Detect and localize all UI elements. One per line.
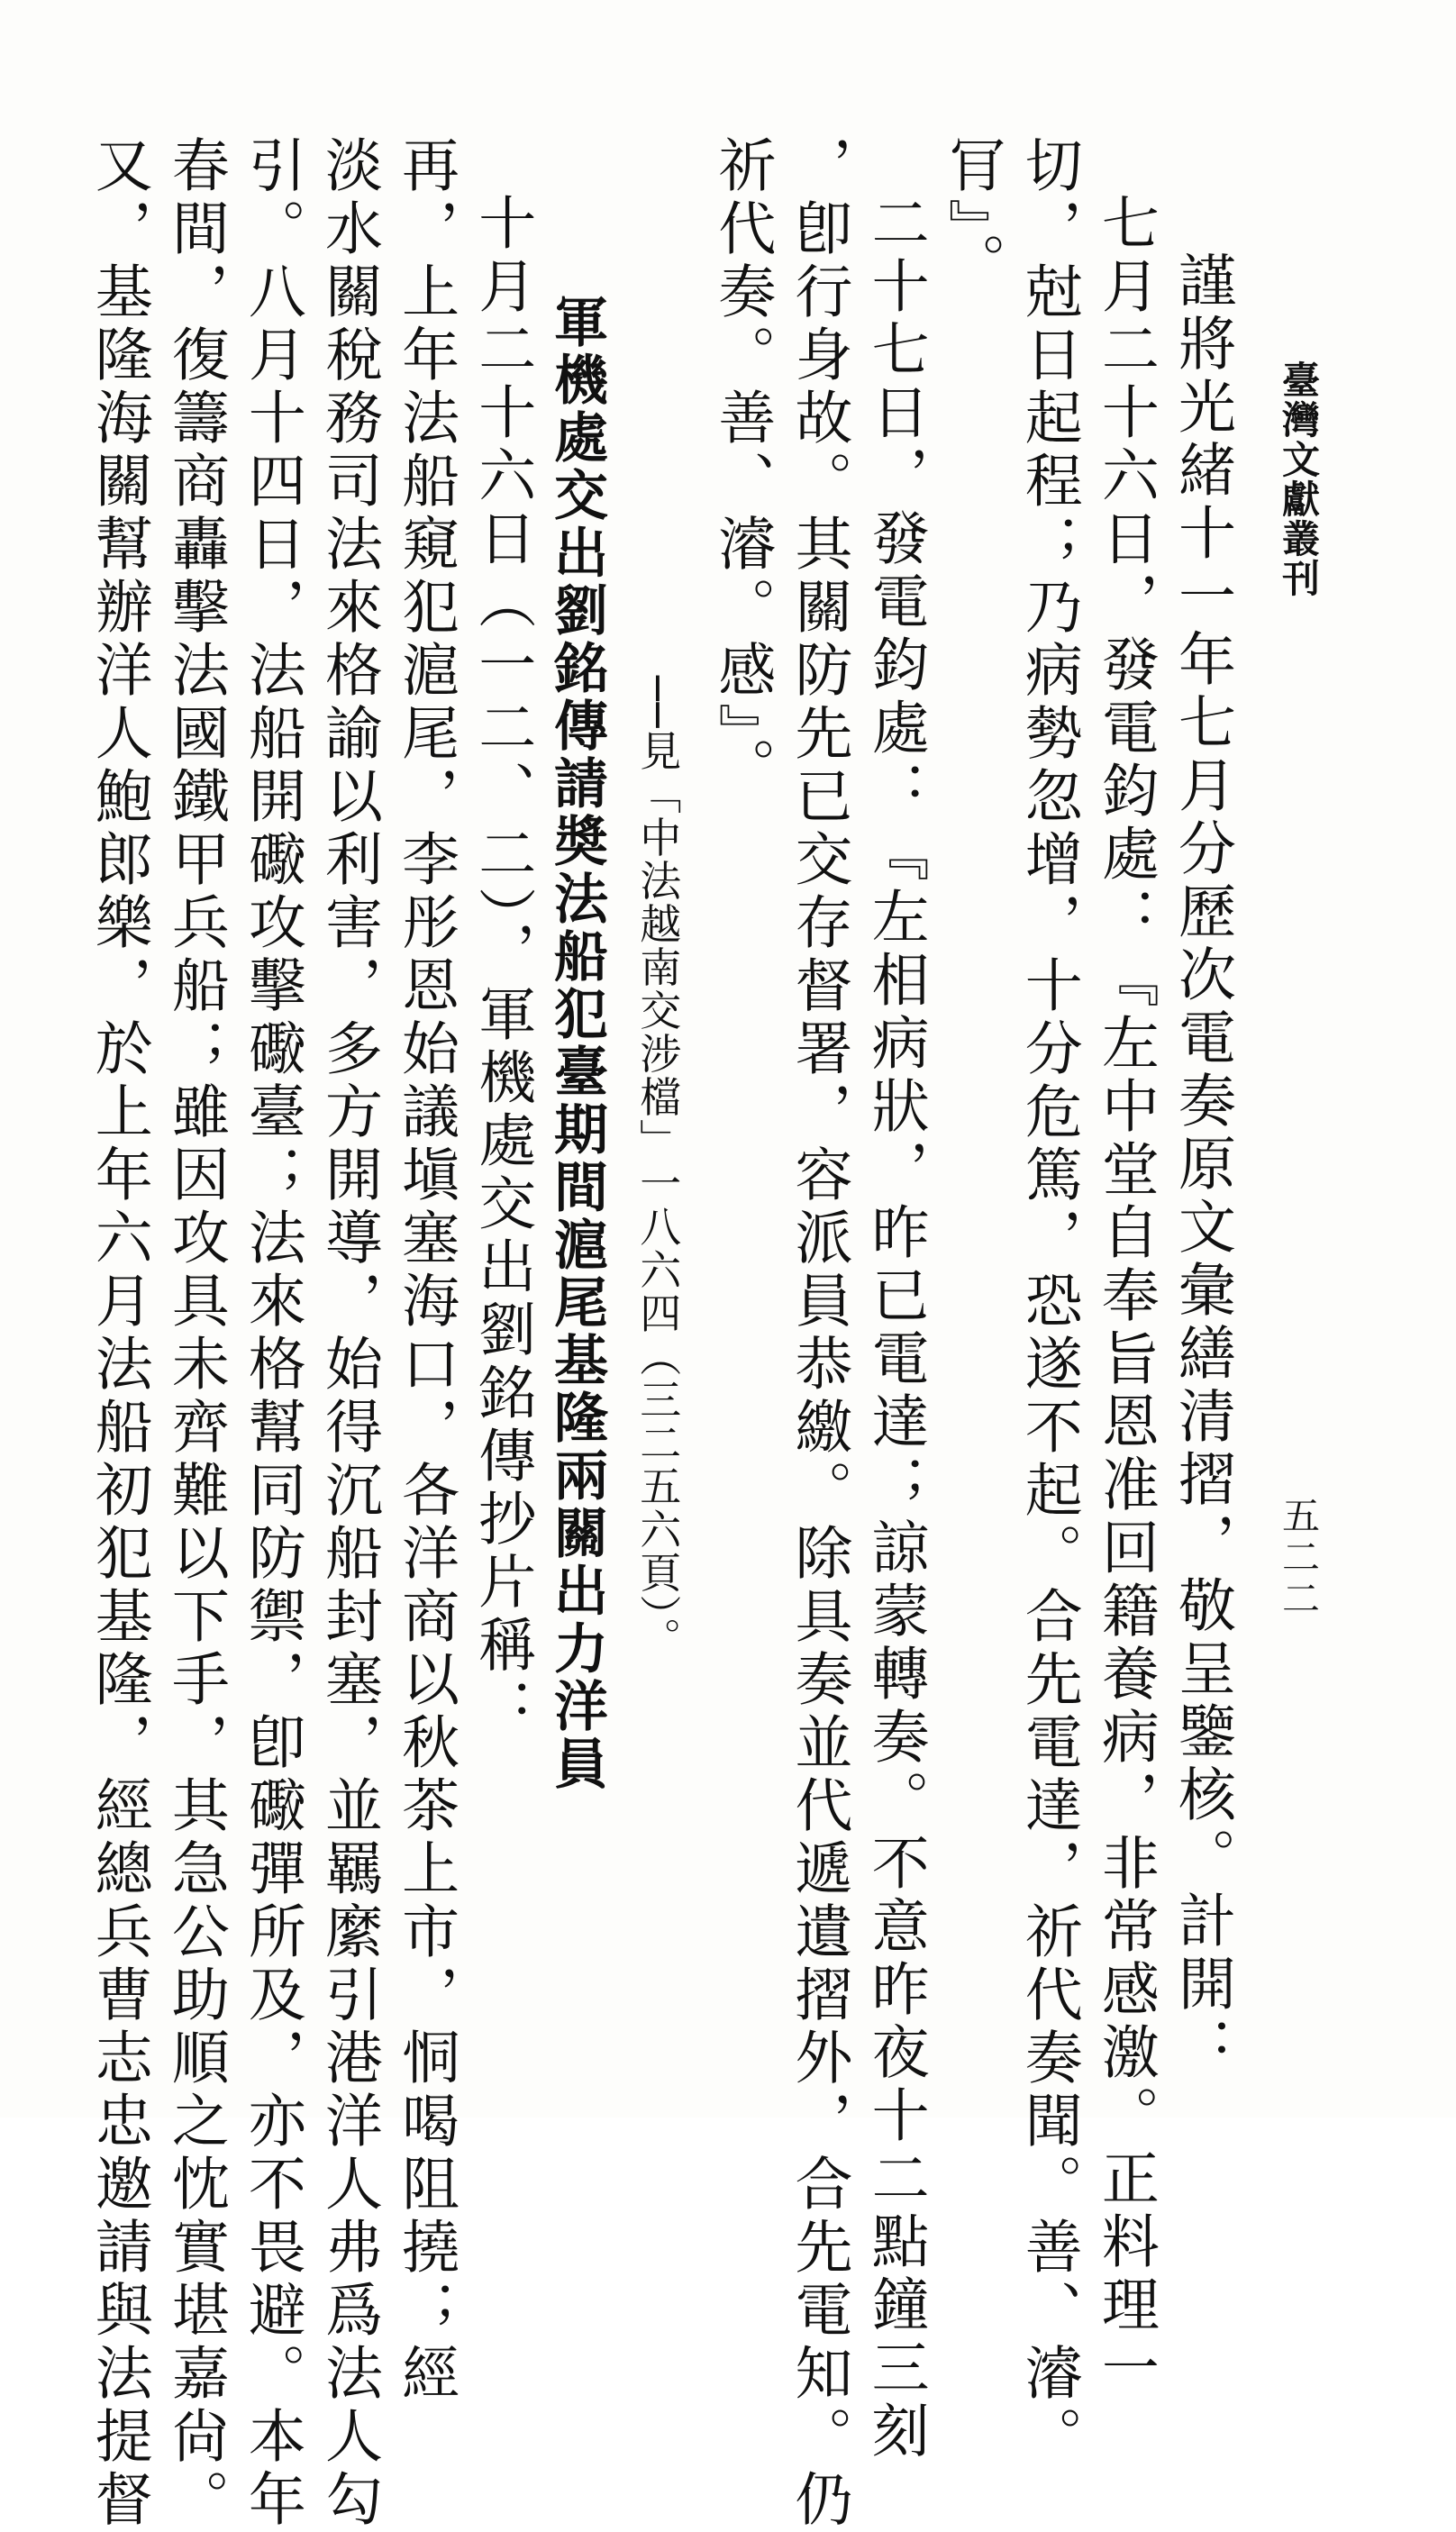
section-heading: 軍機處交出劉銘傳請奬法船犯臺期間滬尾基隆兩關出力洋員 (545, 294, 609, 1793)
text-column: 七月二十六日，發電鈞處：『左中堂自奉旨恩准回籍養病，非常感激。正料理一 (1091, 193, 1159, 2400)
text-column: 謹將光緒十一年七月分歷次電奏原文彙繕清摺，敬呈鑒核。計開： (1169, 250, 1235, 2080)
text-column: 祈代奏。善、濬。感』。 (708, 135, 776, 800)
page-number: 五二二 (1277, 1496, 1321, 1620)
text-column: 引。八月十四日，法船開礮攻擊礮臺；法來格幫同防禦，卽礮彈所及，亦不畏避。本年 (238, 135, 305, 2532)
text-column: 春間，復籌商轟擊法國鐵甲兵船；雖因攻具未齊難以下手，其急公助順之忱實堪嘉尙。 (161, 135, 229, 2532)
text-column: 淡水關稅務司法來格諭以利害，多方開導，始得沉船封塞，並羈縻引港洋人弗爲法人勾 (315, 135, 383, 2532)
text-column: 肎』。 (938, 135, 1006, 296)
text-column: 又，基隆海關幫辦洋人鮑郎樂，於上年六月法船初犯基隆，經總兵曹志忠邀請與法提督 (85, 135, 152, 2532)
vertical-text-body (80, 135, 1240, 2532)
text-column: 再，上年法船窺犯滬尾，李彤恩始議塡塞海口，各洋商以秋茶上市，恫喝阻撓；經 (392, 135, 460, 2406)
source-citation: ──見「中法越南交涉檔」一八六四（三二五六頁）。 (633, 676, 683, 1661)
text-column: 二十七日，發電鈞處：『左相病狀，昨已電達；諒蒙轉奏。不意昨夜十二點鐘三刻 (861, 193, 929, 2464)
text-column: 十月二十六日（一二、二），軍機處交出劉銘傳抄片稱： (469, 193, 536, 1741)
text-column: 切，尅日起程；乃病勢忽增，十分危篤，恐遂不起。合先電達，祈代奏聞。善、濬。 (1015, 135, 1082, 2469)
running-head: 臺灣文獻叢刊 (1277, 360, 1321, 598)
text-column: ，卽行身故。其關防先已交存督署，容派員恭繳。除具奏並代遞遺摺外，合先電知。仍 (785, 135, 852, 2532)
